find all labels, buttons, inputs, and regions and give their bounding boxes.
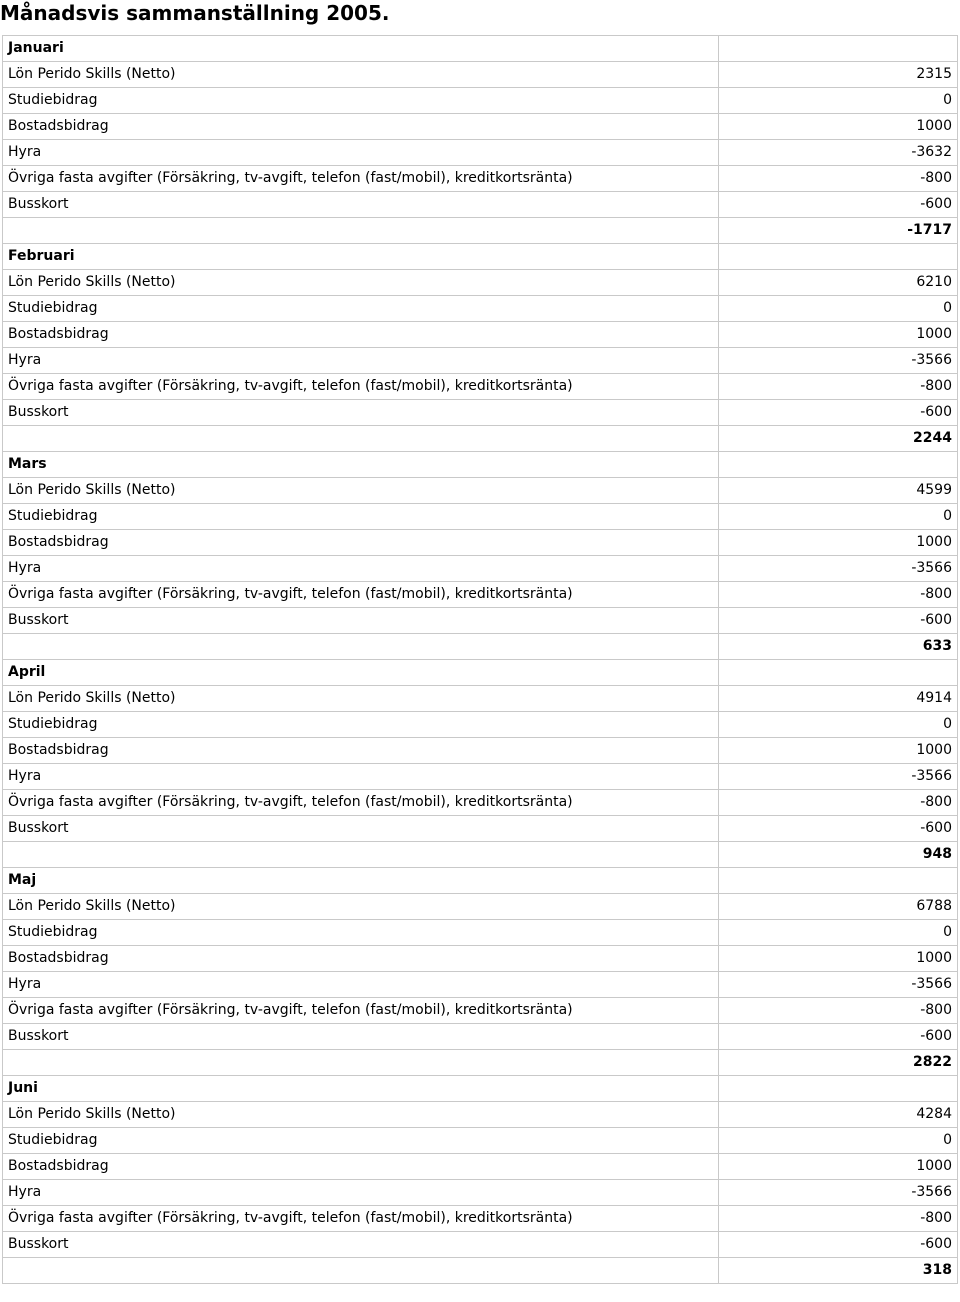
- table-row: [3, 140, 958, 166]
- month-header-row: [3, 868, 958, 894]
- total-empty-cell: [3, 1050, 719, 1076]
- item-value: 6210: [719, 270, 958, 296]
- month-total-row: [3, 842, 958, 868]
- item-value: 4284: [719, 1102, 958, 1128]
- item-label: Bostadsbidrag: [3, 530, 719, 556]
- month-header-row: [3, 452, 958, 478]
- item-label: Hyra: [3, 972, 719, 998]
- table-row: [3, 1232, 958, 1258]
- item-value: -600: [719, 1024, 958, 1050]
- month-header-empty-cell: [719, 244, 958, 270]
- month-name: Februari: [3, 244, 719, 270]
- month-header-row: [3, 36, 958, 62]
- item-label: Lön Perido Skills (Netto): [3, 686, 719, 712]
- month-header-row: [3, 1076, 958, 1102]
- table-row: [3, 88, 958, 114]
- table-row: [3, 1024, 958, 1050]
- item-label: Studiebidrag: [3, 712, 719, 738]
- month-name: April: [3, 660, 719, 686]
- table-row: [3, 556, 958, 582]
- item-value: 1000: [719, 322, 958, 348]
- summary-table-body: [3, 36, 958, 1284]
- item-value: -800: [719, 1206, 958, 1232]
- table-row: [3, 998, 958, 1024]
- month-header-empty-cell: [719, 868, 958, 894]
- item-label: Hyra: [3, 764, 719, 790]
- month-total-row: [3, 218, 958, 244]
- month-name: Juni: [3, 1076, 719, 1102]
- item-label: Övriga fasta avgifter (Försäkring, tv-avgift, telefon (fast/mobil), kreditkortsränta): [3, 790, 719, 816]
- table-row: [3, 166, 958, 192]
- item-value: 1000: [719, 530, 958, 556]
- table-row: [3, 738, 958, 764]
- item-label: Studiebidrag: [3, 88, 719, 114]
- item-value: 4599: [719, 478, 958, 504]
- table-row: [3, 530, 958, 556]
- item-value: -3566: [719, 972, 958, 998]
- item-label: Lön Perido Skills (Netto): [3, 894, 719, 920]
- table-row: [3, 790, 958, 816]
- table-row: [3, 582, 958, 608]
- item-value: -3632: [719, 140, 958, 166]
- item-value: 1000: [719, 946, 958, 972]
- table-row: [3, 400, 958, 426]
- item-label: Busskort: [3, 1232, 719, 1258]
- item-value: -800: [719, 582, 958, 608]
- table-row: [3, 920, 958, 946]
- month-total-value: 2822: [719, 1050, 958, 1076]
- month-header-empty-cell: [719, 452, 958, 478]
- item-value: 0: [719, 712, 958, 738]
- item-value: -800: [719, 374, 958, 400]
- item-value: 0: [719, 88, 958, 114]
- item-label: Studiebidrag: [3, 1128, 719, 1154]
- page-title: Månadsvis sammanställning 2005.: [0, 1, 390, 25]
- table-row: [3, 62, 958, 88]
- month-header-empty-cell: [719, 660, 958, 686]
- table-row: [3, 1102, 958, 1128]
- month-total-value: 633: [719, 634, 958, 660]
- item-label: Lön Perido Skills (Netto): [3, 478, 719, 504]
- item-value: -600: [719, 816, 958, 842]
- item-value: -600: [719, 192, 958, 218]
- table-row: [3, 972, 958, 998]
- item-label: Bostadsbidrag: [3, 322, 719, 348]
- item-value: 4914: [719, 686, 958, 712]
- item-value: -3566: [719, 764, 958, 790]
- item-label: Busskort: [3, 1024, 719, 1050]
- item-label: Hyra: [3, 556, 719, 582]
- item-value: -600: [719, 608, 958, 634]
- table-row: [3, 270, 958, 296]
- item-value: 0: [719, 920, 958, 946]
- table-row: [3, 192, 958, 218]
- table-row: [3, 478, 958, 504]
- item-value: -3566: [719, 556, 958, 582]
- month-header-row: [3, 244, 958, 270]
- item-value: -600: [719, 400, 958, 426]
- item-label: Studiebidrag: [3, 296, 719, 322]
- item-value: -3566: [719, 348, 958, 374]
- table-row: [3, 1154, 958, 1180]
- month-name: Maj: [3, 868, 719, 894]
- item-label: Bostadsbidrag: [3, 114, 719, 140]
- item-label: Hyra: [3, 348, 719, 374]
- item-label: Busskort: [3, 816, 719, 842]
- item-label: Övriga fasta avgifter (Försäkring, tv-avgift, telefon (fast/mobil), kreditkortsränta): [3, 1206, 719, 1232]
- table-row: [3, 764, 958, 790]
- table-row: [3, 712, 958, 738]
- table-row: [3, 114, 958, 140]
- item-label: Övriga fasta avgifter (Försäkring, tv-avgift, telefon (fast/mobil), kreditkortsränta): [3, 166, 719, 192]
- table-row: [3, 504, 958, 530]
- table-row: [3, 816, 958, 842]
- item-label: Bostadsbidrag: [3, 946, 719, 972]
- month-name: Januari: [3, 36, 719, 62]
- item-label: Övriga fasta avgifter (Försäkring, tv-avgift, telefon (fast/mobil), kreditkortsränta): [3, 374, 719, 400]
- item-label: Busskort: [3, 400, 719, 426]
- month-header-row: [3, 660, 958, 686]
- month-header-empty-cell: [719, 1076, 958, 1102]
- item-value: 0: [719, 504, 958, 530]
- item-value: -600: [719, 1232, 958, 1258]
- item-label: Lön Perido Skills (Netto): [3, 270, 719, 296]
- item-value: 1000: [719, 738, 958, 764]
- table-row: [3, 1206, 958, 1232]
- item-label: Busskort: [3, 608, 719, 634]
- item-value: 2315: [719, 62, 958, 88]
- table-row: [3, 1180, 958, 1206]
- total-empty-cell: [3, 218, 719, 244]
- month-total-value: 2244: [719, 426, 958, 452]
- month-total-row: [3, 426, 958, 452]
- table-row: [3, 374, 958, 400]
- table-row: [3, 894, 958, 920]
- table-row: [3, 322, 958, 348]
- item-label: Övriga fasta avgifter (Försäkring, tv-avgift, telefon (fast/mobil), kreditkortsränta): [3, 582, 719, 608]
- table-row: [3, 296, 958, 322]
- month-total-value: -1717: [719, 218, 958, 244]
- month-name: Mars: [3, 452, 719, 478]
- table-row: [3, 608, 958, 634]
- item-label: Bostadsbidrag: [3, 738, 719, 764]
- item-label: Hyra: [3, 1180, 719, 1206]
- item-label: Busskort: [3, 192, 719, 218]
- item-label: Hyra: [3, 140, 719, 166]
- table-row: [3, 1128, 958, 1154]
- item-value: -800: [719, 790, 958, 816]
- item-label: Bostadsbidrag: [3, 1154, 719, 1180]
- table-row: [3, 686, 958, 712]
- item-label: Studiebidrag: [3, 504, 719, 530]
- item-label: Lön Perido Skills (Netto): [3, 62, 719, 88]
- item-value: -800: [719, 166, 958, 192]
- item-label: Studiebidrag: [3, 920, 719, 946]
- total-empty-cell: [3, 842, 719, 868]
- table-row: [3, 348, 958, 374]
- total-empty-cell: [3, 1258, 719, 1284]
- item-value: 0: [719, 296, 958, 322]
- item-value: 1000: [719, 1154, 958, 1180]
- item-value: 6788: [719, 894, 958, 920]
- month-header-empty-cell: [719, 36, 958, 62]
- item-value: -3566: [719, 1180, 958, 1206]
- month-total-row: [3, 1050, 958, 1076]
- item-label: Övriga fasta avgifter (Försäkring, tv-avgift, telefon (fast/mobil), kreditkortsränta): [3, 998, 719, 1024]
- month-total-value: 948: [719, 842, 958, 868]
- month-total-row: [3, 1258, 958, 1284]
- table-row: [3, 946, 958, 972]
- item-label: Lön Perido Skills (Netto): [3, 1102, 719, 1128]
- total-empty-cell: [3, 634, 719, 660]
- item-value: 0: [719, 1128, 958, 1154]
- item-value: -800: [719, 998, 958, 1024]
- month-total-value: 318: [719, 1258, 958, 1284]
- total-empty-cell: [3, 426, 719, 452]
- item-value: 1000: [719, 114, 958, 140]
- summary-table: [2, 35, 958, 1284]
- month-total-row: [3, 634, 958, 660]
